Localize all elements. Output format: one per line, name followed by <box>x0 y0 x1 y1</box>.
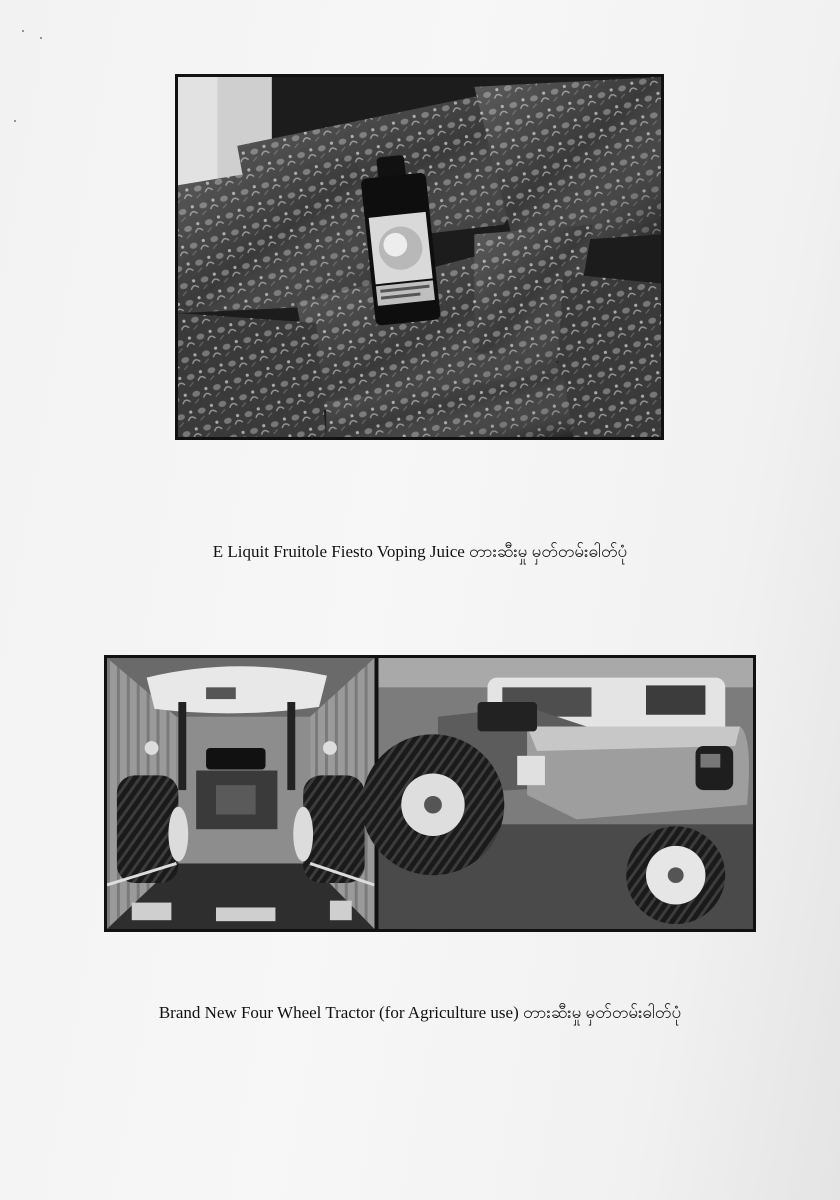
photo-tractors <box>104 655 756 932</box>
tractor-side-view <box>362 658 753 929</box>
photo-eliquid <box>175 74 664 440</box>
photo-1-caption: E Liquit Fruitole Fiesto Voping Juice တားဆီးမှု မှတ်တမ်းဓါတ်ပုံ <box>212 542 628 561</box>
tractor-photo-image <box>107 658 753 929</box>
scan-speck <box>40 37 42 39</box>
photo-2-caption: Brand New Four Wheel Tractor (for Agriculture use) တားဆီးမှု မှတ်တမ်းဓါတ်ပုံ <box>158 1003 682 1022</box>
scan-speck <box>14 120 16 122</box>
scan-speck <box>22 30 24 32</box>
tractor-container-view <box>107 658 375 929</box>
eliquid-photo-image <box>178 77 661 437</box>
